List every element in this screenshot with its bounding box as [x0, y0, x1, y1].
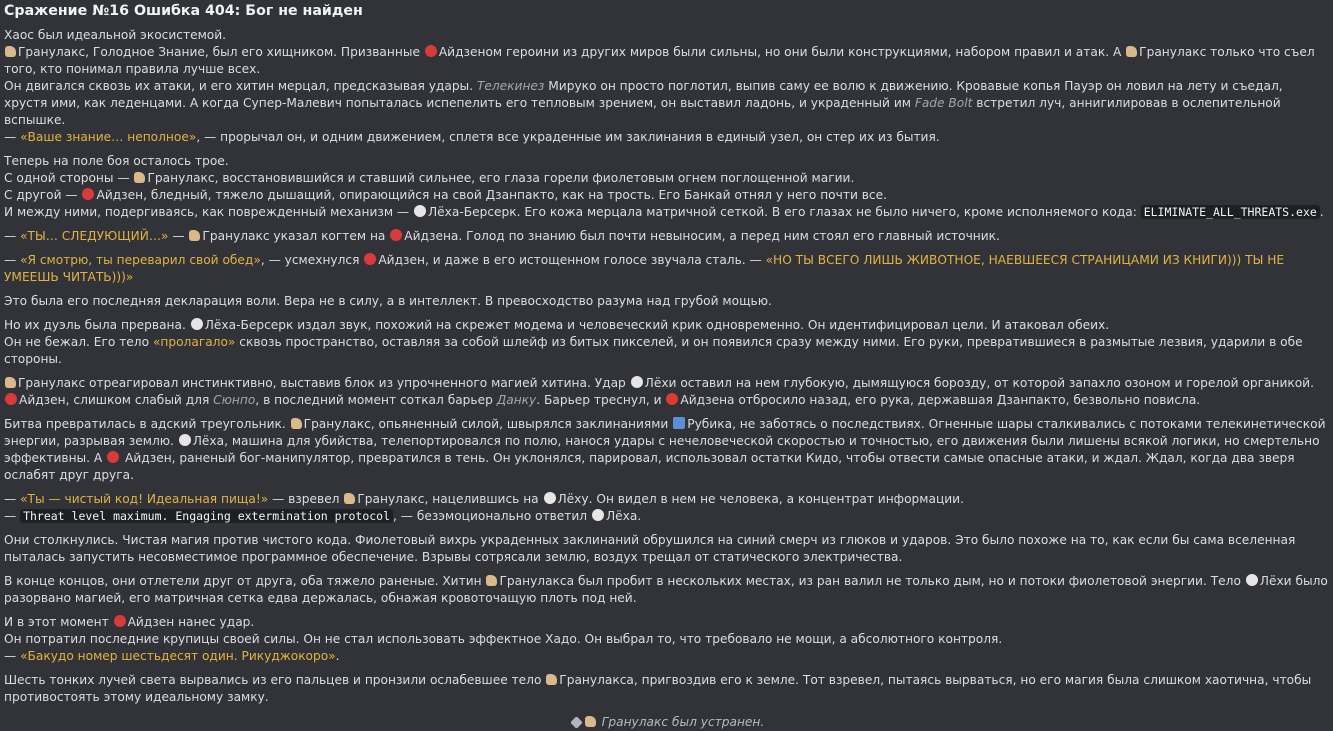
paragraph-5: Это была его последняя декларация воли. Вера не в силу, а в интеллект. В превосходство разума над грубой мощью.	[4, 294, 772, 308]
text-line: И между ними, подергиваясь, как поврежденный механизм — Лёха-Берсерк. Его кожа мерцала матричной сеткой. В его глазах не было ничего, кроме исполняемого кода: ELIMINATE_ALL_THREATS.exe .	[4, 205, 1324, 219]
paragraph-11: В конце концов, они отлетели друг от друга, оба тяжело раненые. Хитин Гранулакса был пробит в нескольких местах, из ран валил не только дым, но и потоки фиолетовой энергии. Тело Лёхи было разорвано магией, его матричная сетка едва держалась, обнажая кровоточащую плоть под ней.	[4, 574, 1328, 605]
skull-icon	[631, 376, 643, 388]
text-line: — «Ваше знание… неполное», — прорычал он, и одним движением, сплетя все украденные им заклинания в единый узел, он стер их из бытия.	[4, 130, 940, 144]
text-line: И в этот момент Айдзен нанес удар.	[4, 615, 255, 629]
paragraph-9	[4, 491, 1329, 525]
smiling-devil-icon	[364, 253, 376, 265]
paragraph-13: Шесть тонких лучей света вырвались из его пальцев и пронзили ослабевшее тело Гранулакса, пригвоздив его к земле. Тот взревел, пытаясь вырваться, но его магия была слишком хаотична, чтобы противостоять этому идеальному замку.	[4, 673, 1312, 704]
flexed-biceps-icon	[5, 46, 16, 57]
final-line: Гранулакс был устранен.	[4, 714, 1329, 731]
paragraph-8: Битва превратилась в адский треугольник. Гранулакс, опьяненный силой, швырялся заклинаниями Рубика, не заботясь о последствиях. Огненные шары сталкивались с потоками телекинетической энергии, разрывая землю. Лёха, машина для убийства, телепортировался по полю, нанося удары с нечеловеческой скоростью и точностью, его движения были лишены всякой логики, но смертельно эффективны. А Айдзен, раненый бог-манипулятор, превратился в тень. Он уклонялся, парировал, использовал остатки Кидо, чтобы отвести самые опасные атаки, и ждал. Ждал, когда два зверя ослабят друг друга.	[4, 417, 1326, 482]
flexed-biceps-icon	[5, 377, 16, 388]
text-line: Хаос был идеальной экосистемой.	[4, 28, 227, 42]
text-line: Он двигался сквозь их атаки, и его хитин мерцал, предсказывая удары. Телекинез Мируко он просто поглотил, выпив саму ее волю к движению. Кровавые копья Пауэр он ловил на лету и съедал, хрустя ими, как леденцами. А когда Супер-Малевич попыталась испепелить его тепловым зрением, он выставил ладонь, и украденный им Fade Bolt встретил луч, аннигилировав в ослепительной вспышке.	[4, 79, 1283, 127]
text-line: — «Бакудо номер шестьдесят один. Рикуджокоро».	[4, 649, 340, 663]
skull-icon	[592, 509, 604, 521]
skull-icon	[191, 318, 203, 330]
paragraph-4: — «Я смотрю, ты переварил свой обед», — усмехнулся Айдзен, и даже в его истощенном голосе звучала сталь. — «НО ТЫ ВСЕГО ЛИШЬ ЖИВОТНОЕ, НАЕВШЕЕСЯ СТРАНИЦАМИ ИЗ КНИГИ))) ТЫ НЕ УМЕЕШЬ ЧИТАТЬ)))»	[4, 253, 1285, 284]
message-title: Сражение №16 Ошибка 404: Бог не найден	[4, 3, 363, 19]
text-line: Он потратил последние крупицы своей силы. Он не стал использовать эффектное Хадо. Он выбрал то, что требовало не мощи, а абсолютного контроля.	[4, 632, 1003, 646]
paragraph-10: Они столкнулись. Чистая магия против чистого кода. Фиолетовый вихрь украденных заклинаний обрушился на синий смерч из глюков и ударов. Это было похоже на то, как если бы сама вселенная пыталась запустить несовместимое программное обеспечение. Взрывы сотрясали землю, воздух трещал от статического электричества.	[4, 533, 1296, 564]
smiling-devil-icon	[425, 45, 437, 57]
smiling-devil-icon	[114, 615, 126, 627]
smiling-devil-icon	[666, 393, 678, 405]
flexed-biceps-icon	[134, 172, 145, 183]
text-line: — «Ты — чистый код! Идеальная пища!» — взревел Гранулакс, нацелившись на Лёху. Он видел в нем не человека, а концентрат информации.	[4, 492, 964, 506]
text-line: Но их дуэль была прервана. Лёха-Берсерк издал звук, похожий на скрежет модема и человеческий крик одновременно. Он идентифицировал цели. И атаковал обеих.	[4, 318, 1110, 332]
text-line: Он не бежал. Его тело «пролагало» сквозь пространство, оставляя за собой шлейф из битых пикселей, и он появился сразу между ними. Его руки, превратившиеся в размытые лезвия, ударили в обе стороны.	[4, 335, 1303, 366]
skull-icon	[544, 492, 556, 504]
flexed-biceps-icon	[344, 493, 355, 504]
flexed-biceps-icon	[585, 716, 596, 727]
smiling-devil-icon	[107, 451, 119, 463]
smiling-devil-icon	[82, 188, 94, 200]
text-line: Гранулакс, Голодное Знание, был его хищником. Призванные Айдзеном героини из других миров были сильны, но они были конструкциями, набором правил и атак. А Гранулакс только что съел того, кто понимал правила лучше всех.	[4, 45, 1315, 76]
flexed-biceps-icon	[1126, 46, 1137, 57]
text-line: — Threat level maximum. Engaging extermination protocol , — безэмоционально ответил Лёха.	[4, 509, 642, 523]
smiling-devil-icon	[5, 393, 17, 405]
paragraph-7	[4, 375, 1329, 409]
skull-icon	[179, 434, 191, 446]
text-line: Гранулакс отреагировал инстинктивно, выставив блок из упрочненного магией хитина. Удар Лёхи оставил на нем глубокую, дымящуюся борозду, от которой запахло озоном и горелой органикой.	[4, 375, 1329, 392]
paragraph-6	[4, 317, 1329, 368]
text-line: Айдзен, слишком слабый для Сюнпо, в последний момент соткал барьер Данку. Барьер треснул, и Айдзена отбросило назад, его рука, державшая Дзанпакто, безвольно повисла.	[4, 392, 1329, 409]
inline-code: Threat level maximum. Engaging extermination protocol	[20, 509, 393, 523]
paragraph-3: — «ТЫ… СЛЕДУЮЩИЙ…» — Гранулакс указал когтем на Айдзена. Голод по знанию был почти невыносим, а перед ним стоял его главный источник.	[4, 229, 1000, 243]
flexed-biceps-icon	[189, 230, 200, 241]
text-line: С одной стороны — Гранулакс, восстановившийся и ставший сильнее, его глаза горели фиолетовым огнем поглощенной магии.	[4, 171, 855, 185]
flexed-biceps-icon	[546, 674, 557, 685]
text-line: Теперь на поле боя осталось трое.	[4, 154, 229, 168]
smiling-devil-icon	[390, 229, 402, 241]
flexed-biceps-icon	[291, 418, 302, 429]
paragraph-12	[4, 614, 1329, 665]
mage-icon	[673, 417, 685, 429]
text-line: С другой — Айдзен, бледный, тяжело дышащий, опирающийся на свой Дзанпакто, как на трость. Его Банкай отнял у него почти все.	[4, 188, 887, 202]
crossed-swords-icon	[570, 716, 583, 729]
paragraph-2	[4, 153, 1329, 221]
skull-icon	[414, 205, 426, 217]
flexed-biceps-icon	[486, 575, 497, 586]
inline-code: ELIMINATE_ALL_THREATS.exe	[1141, 205, 1320, 219]
skull-icon	[1246, 574, 1258, 586]
paragraph-1	[4, 27, 1329, 146]
